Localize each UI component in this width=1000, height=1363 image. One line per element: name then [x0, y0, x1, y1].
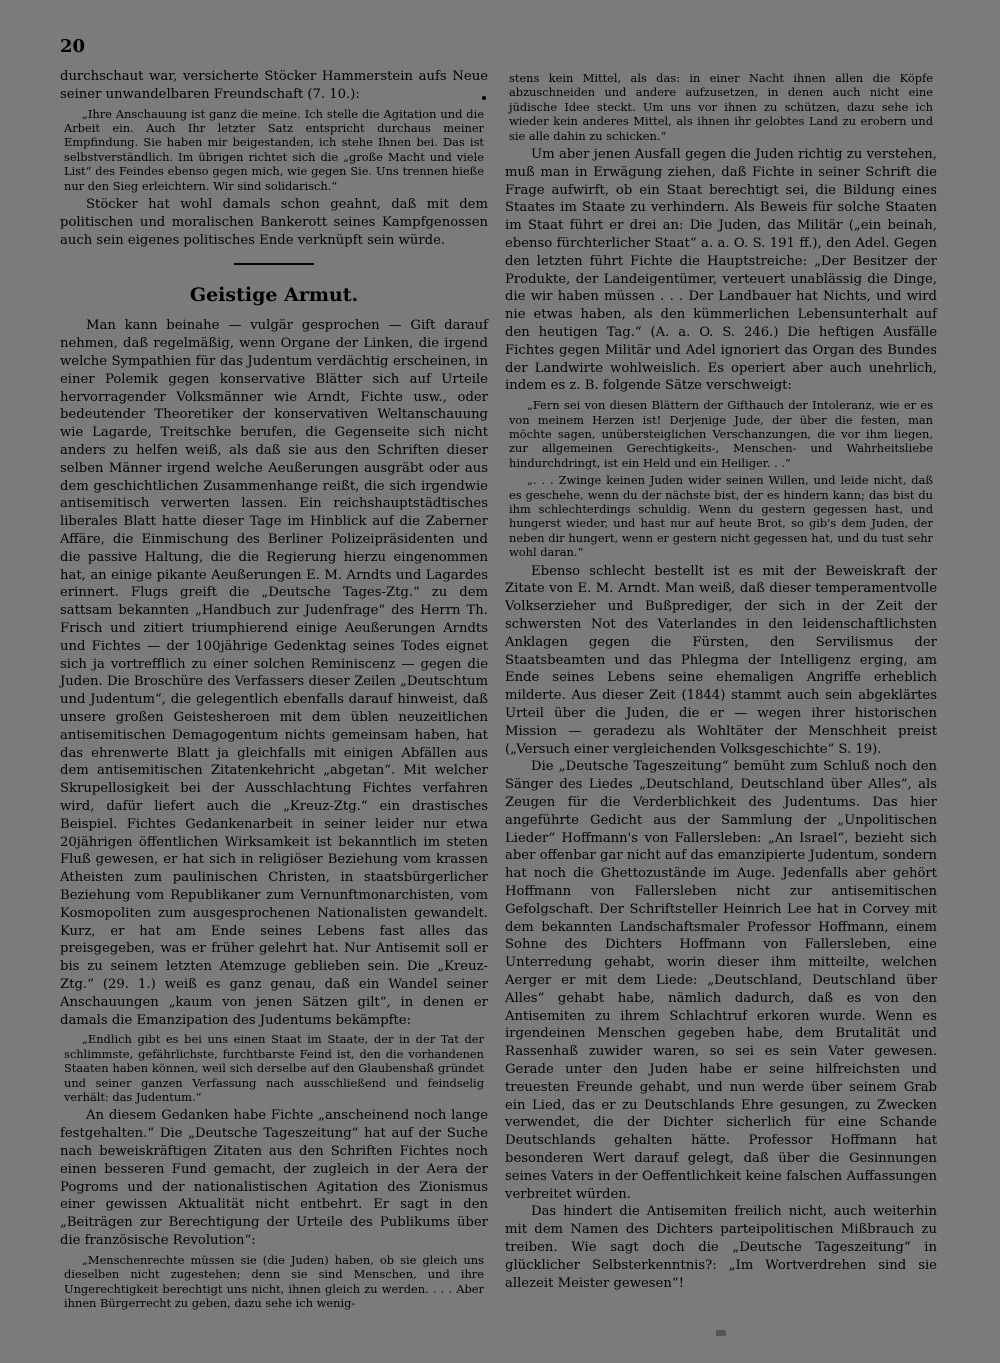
paragraph: Man kann beinahe — vulgär gesprochen — Gift darauf nehmen, daß regelmäßig, wenn Organe der Linken, die irgend welche Sympathien für das Judentum verdächtig erscheinen, in einer Polemik gegen konservative Blätter sich auf Urteile hervorragender Volksmänner wie Arndt, Fichte usw., oder bedeutender Theoretiker der konservativen Weltanschauung wie Lagarde, Treitschke berufen, die Gegenseite sich nicht anders zu helfen weiß, als daß sie aus den Schriften dieser selben Männer irgend welche Aeußerungen ausgräbt oder aus dem geschichtlichen Zusammenhange reißt, die sich irgendwie antisemitisch verwerten lassen. Ein reichshauptstädtisches liberales Blatt hatte dieser Tage im Hinblick auf die Zaberner Affäre, die Einmischung des Berliner Polizeipräsidenten und die passive Haltung, die die Regierung hierzu eingenommen hat, an einige pikante Aeußerungen E. M. Arndts und Lagardes erinnert. Flugs greift die „Deutsche Tages-Ztg.“ zu dem sattsam bekannten „Handbuch zur Judenfrage“ des Herrn Th. Frisch und zitiert triumphierend einige Aeußerungen Arndts und Fichtes — der 100jährige Gedenktag seines Todes eignet sich ja vortrefflich zu einer solchen Reminiscenz — gegen die Juden. Die Broschüre des Verfassers dieser Zeilen „Deutschtum und Judentum“, die gelegentlich ebenfalls darauf hinweist, daß unsere großen Geistesheroen mit dem üblen neuzeitlichen antisemitischen Demagogentum nichts gemeinsam haben, hat das ehrenwerte Blatt ja gleichfalls mit einigen Abfällen aus dem antisemitischen Zitatenkehricht „abgetan“. Mit welcher Skrupellosigkeit bei der Ausschlachtung Fichtes verfahren wird, dafür liefert auch die „Kreuz-Ztg.“ ein drastisches Beispiel. Fichtes Gedankenarbeit in seiner leider nur etwa 20jährigen öffentlichen Wirksamkeit ist bekanntlich im steten Fluß gewesen, er hat sich in religiöser Beziehung vom krassen Atheisten zum paulinischen Christen, in staatsbürgerlicher Beziehung vom Republikaner zum Vernunftmonarchisten, vom Kosmopoliten zum ausgesprochenen Nationalisten gewandelt. Kurz, er hat am Ende seines Lebens fast alles das preisgegeben, was er früher gelehrt hat. Nur Antisemit soll er bis zu seinem letzten Atemzuge geblieben sein. Die „Kreuz-Ztg.“ (29. 1.) weiß es ganz genau, daß ein Wandel seiner Anschauungen „kaum von jenen Sätzen gilt“, in denen er damals die Emanzipation des Judentums bekämpfte: — [60, 318, 488, 1028]
paragraph: Stöcker hat wohl damals schon geahnt, daß mit dem politischen und moralischen Bankerott seines Kampfgenossen auch sein eigenes politisches Ende verknüpft sein würde. — [60, 197, 488, 248]
paragraph: Das hindert die Antisemiten freilich nicht, auch weiterhin mit dem Namen des Dichters parteipolitischen Mißbrauch zu treiben. Wie sagt doch die „Deutsche Tageszeitung“ in glücklicher Selbsterkenntnis?: „Im Wortverdrehen sind sie allezeit Meister gewesen“! — [505, 1204, 937, 1291]
paragraph: durchschaut war, versicherte Stöcker Hammerstein aufs Neue seiner unwandelbaren Freundschaft (7. 10.): — [60, 69, 488, 102]
paragraph: Ebenso schlecht bestellt ist es mit der Beweiskraft der Zitate von E. M. Arndt. Man weiß, daß dieser temperamentvolle Volkserzieher und Bußprediger, der sich in der Zeit der schwersten Not des Vaterlandes in den leidenschaftlichsten Anklagen gegen die Fürsten, den Servilismus der Staatsbeamten und das Phlegma der Intelligenz erging, am Ende seines Lebens seine ehemaligen Angriffe erheblich milderte. Aus dieser Zeit (1844) stammt auch sein abgeklärtes Urteil über die Juden, die er — wegen ihrer historischen Mission — geradezu als Wohltäter der Menschheit preist („Versuch einer vergleichenden Volksgeschichte“ S. 19). — [505, 563, 937, 757]
left-column — [60, 68, 488, 1313]
block-quote: „Menschenrechte müssen sie (die Juden) haben, ob sie gleich uns dieselben nicht zugestehen; denn sie sind Menschen, und ihre Ungerechtigkeit berechtigt uns nicht, ihnen gleich zu werden. . . . Aber ihnen Bürgerrecht zu geben, dazu sehe ich wenig- — [64, 1252, 484, 1310]
block-quote: „. . . Zwinge keinen Juden wider seinen Willen, und leide nicht, daß es geschehe, wenn du der nächste bist, der es hindern kann; das bist du ihm schlechterdings schuldig. Wenn du gestern gegessen hast, und hungerst wieder, und hast nur auf heute Brot, so gib's dem Juden, der neben dir hungert, wenn er gestern nicht gegessen hat, und du tust sehr wohl daran.“ — [509, 473, 933, 560]
paragraph: Um aber jenen Ausfall gegen die Juden richtig zu verstehen, muß man in Erwägung ziehen, daß Fichte in seiner Schrift die Frage aufwirft, ob ein Staat berechtigt sei, die Bildung eines Staates im Staate zu verhindern. Als Beweis für solche Staaten im Staat führt er drei an: Die Juden, das Militär („ein beinah, ebenso fürchterlicher Staat“ a. a. O. S. 191 ff.), den Adel. Gegen den letzten führt Fichte die Hauptstreiche: „Der Besitzer der Produkte, der Landeigentümer, verteuert unablässig die Dinge, die wir haben müssen . . . Der Landbauer hat Nichts, und wird nie etwas haben, als den kümmerlichen Lebensunterhalt auf den heutigen Tag.“ (A. a. O. S. 246.) Die heftigen Ausfälle Fichtes gegen Militär und Adel ignoriert das Organ des Bundes der Landwirte wohlweislich. Es operiert aber auch unehrlich, indem es z. B. folgende Sätze verschweigt: — [505, 147, 937, 394]
block-quote: „Fern sei von diesen Blättern der Gifthauch der Intoleranz, wie er es von meinem Herzen ist! Derjenige Jude, der über die festen, man möchte sagen, unübersteiglichen Verschanzungen, die vor ihm liegen, zur allgemeinen Gerechtigkeits-, Menschen- und Wahrheitsliebe hindurchdringt, ist ein Held und ein Heiliger. . .“ — [509, 398, 933, 470]
section-heading: Geistige Armut. — [189, 284, 359, 307]
block-quote: „Ihre Anschauung ist ganz die meine. Ich stelle die Agitation und die Arbeit ein. Auch Ihr letzter Satz entspricht durchaus meiner Empfindung. Sie haben mir beigestanden, ich stehe Ihnen bei. Das ist selbstverständlich. Im übrigen richtet sich die „große Macht und viele List“ des Feindes ebenso gegen mich, wie gegen Sie. Uns trennen hieße nur den Sieg erleichtern. Wir sind solidarisch.“ — [64, 106, 484, 193]
paragraph: Die „Deutsche Tageszeitung“ bemüht zum Schluß noch den Sänger des Liedes „Deutschland, Deutschland über Alles“, als Zeugen für die Verderblichkeit des Judentums. Das hier angeführte Gedicht aus der Sammlung der „Unpolitischen Lieder“ Hoffmann's von Fallersleben: „An Israel“, bezieht sich aber offenbar gar nicht auf das emanzipierte Judentum, sondern hat noch die Ghettozustände im Auge. Jedenfalls aber gehört Hoffmann von Fallersleben nicht zur antisemitischen Gefolgschaft. Der Schriftsteller Heinrich Lee hat in Corvey mit dem bekannten Landschaftsmaler Professor Hoffmann, einem Sohne des Dichters Hoffmann von Fallersleben, eine Unterredung gehabt, worin dieser ihm mitteilte, welchen Aerger er mit dem Liede: „Deutschland, Deutschland über Alles“ gehabt habe, nämlich dadurch, daß es von den Antisemiten zu ihrem Schlachtruf erkoren wurde. Wenn es irgendeinen Menschen gegeben habe, dem Brutalität und Rassenhaß zuwider waren, so sei es sein Vater gewesen. Gerade unter den Juden habe er seine hilfreichsten und treuesten Freunde gehabt, und nun werde über seinem Grab ein Lied, das er zu Deutschlands Ehre gesungen, zu Zwecken verwendet, die der Dichter sicherlich für eine Schande Deutschlands gehalten hätte. Professor Hoffmann hat besonderen Wert darauf gelegt, daß über die Gesinnungen seines Vaters in der Oeffentlichkeit keine falschen Auffassungen verbreitet würden. — [505, 759, 937, 1202]
paragraph: An diesem Gedanken habe Fichte „anscheinend noch lange festgehalten.“ Die „Deutsche Tageszeitung“ hat auf der Suche nach beweiskräftigen Zitaten aus den Schriften Fichtes noch einen besseren Fund gemacht, der zugleich in der Aera der Pogroms und der nationalistischen Agitation des Zionismus einer gewissen Aktualität nicht entbehrt. Er sagt in den „Beiträgen zur Berechtigung der Urteile des Publikums über die französische Revolution“: — [60, 1108, 488, 1248]
print-mark — [716, 1330, 726, 1336]
page-number: 20 — [60, 36, 86, 57]
block-quote: stens kein Mittel, als das: in einer Nacht ihnen allen die Köpfe abzuschneiden und andere aufzusetzen, in denen auch nicht eine jüdische Idee steckt. Um uns vor ihnen zu schützen, dazu sehe ich wieder kein anderes Mittel, als ihnen ihr gelobtes Land zu erobern und sie alle dahin zu schicken.“ — [509, 71, 933, 143]
right-column — [505, 68, 937, 1292]
section-divider — [234, 263, 314, 265]
block-quote: „Endlich gibt es bei uns einen Staat im Staate, der in der Tat der schlimmste, gefährlichste, furchtbarste Feind ist, den die vorhandenen Staaten haben können, weil sich derselbe auf den Glaubenshaß gründet und seiner ganzen Verfassung nach ausschließend und feindselig verhält: das Judentum.“ — [64, 1032, 484, 1104]
